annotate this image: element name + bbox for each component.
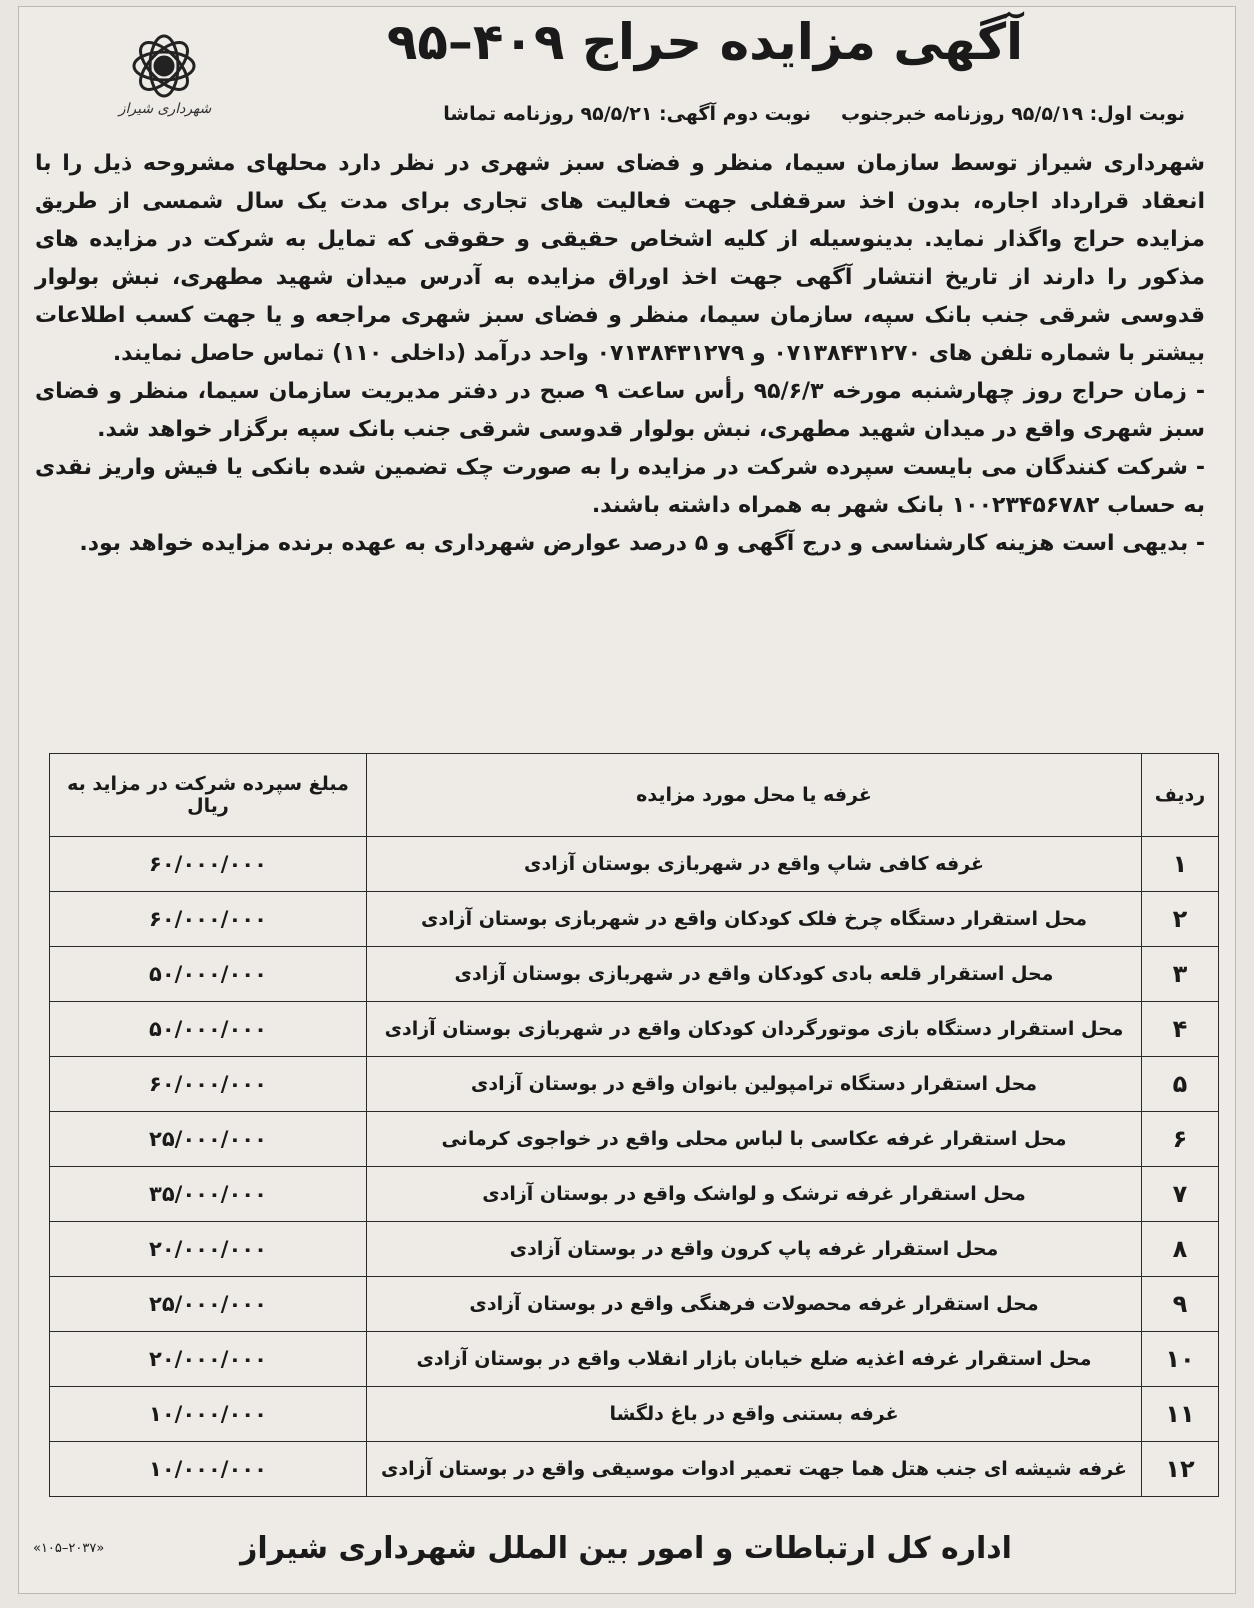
auction-time-paragraph: - زمان حراج روز چهارشنبه مورخه ۹۵/۶/۳ رأس ساعت ۹ صبح در دفتر مدیریت سازمان سیما، منظر و فضای سبز شهری واقع در میدان شهید مطهری، نبش بولوار قدوسی شرقی جنب بانک سپه برگزار خواهد شد. bbox=[35, 379, 1205, 442]
row-amount: ۲۵/۰۰۰/۰۰۰ bbox=[50, 1277, 367, 1332]
table-row bbox=[50, 1057, 1219, 1112]
header-row-number: ردیف bbox=[1142, 754, 1219, 837]
row-number: ۵ bbox=[1142, 1057, 1219, 1112]
row-place: محل استقرار غرفه عکاسی با لباس محلی واقع در خواجوی کرمانی bbox=[367, 1112, 1142, 1167]
row-place: محل استقرار غرفه پاپ کرون واقع در بوستان آزادی bbox=[367, 1222, 1142, 1277]
row-number: ۶ bbox=[1142, 1112, 1219, 1167]
row-place: محل استقرار غرفه اغذیه ضلع خیابان بازار انقلاب واقع در بوستان آزادی bbox=[367, 1332, 1142, 1387]
deposit-paragraph: - شرکت کنندگان می بایست سپرده شرکت در مزایده را به صورت چک تضمین شده بانکی یا فیش واریز نقدی به حساب ۱۰۰۲۳۴۵۶۷۸۲ بانک شهر به همراه داشته باشند. bbox=[35, 455, 1205, 518]
row-number: ۱۰ bbox=[1142, 1332, 1219, 1387]
row-place: محل استقرار دستگاه بازی موتورگردان کودکان واقع در شهربازی بوستان آزادی bbox=[367, 1002, 1142, 1057]
intro-paragraph: شهرداری شیراز توسط سازمان سیما، منظر و فضای سبز شهری در نظر دارد محلهای مشروحه ذیل را با انعقاد قرارداد اجاره، بدون اخذ سرقفلی جهت فعالیت های تجاری برای مدت یک سال شمسی از طریق مزایده حراج واگذار نماید. بدینوسیله از کلیه اشخاص حقیقی و حقوقی که تمایل به شرکت در مزایده های مذکور را دارند از تاریخ انتشار آگهی جهت اخذ اوراق مزایده به آدرس میدان شهید مطهری، نبش بولوار قدوسی شرقی جنب بانک سپه، سازمان سیما، منظر و فضای سبز شهری مراجعه و یا جهت کسب اطلاعات بیشتر با شماره تلفن های ۰۷۱۳۸۴۳۱۲۷۰ و ۰۷۱۳۸۴۳۱۲۷۹ واحد درآمد (داخلی ۱۱۰) تماس حاصل نمایند. bbox=[35, 151, 1205, 366]
auction-items-table bbox=[49, 753, 1219, 1497]
shiraz-municipality-logo bbox=[99, 21, 229, 139]
row-place: محل استقرار دستگاه چرخ فلک کودکان واقع در شهربازی بوستان آزادی bbox=[367, 892, 1142, 947]
notice-page bbox=[18, 6, 1236, 1594]
row-place: غرفه شیشه ای جنب هتل هما جهت تعمیر ادوات موسیقی واقع در بوستان آزادی bbox=[367, 1442, 1142, 1497]
flower-emblem-icon bbox=[99, 21, 229, 111]
notice-body bbox=[35, 145, 1205, 563]
row-place: غرفه کافی شاپ واقع در شهربازی بوستان آزادی bbox=[367, 837, 1142, 892]
table-row bbox=[50, 1442, 1219, 1497]
row-number: ۲ bbox=[1142, 892, 1219, 947]
notice-title: آگهی مزایده حراج ۴۰۹–۹۵ bbox=[386, 13, 1024, 71]
row-number: ۱ bbox=[1142, 837, 1219, 892]
row-amount: ۲۰/۰۰۰/۰۰۰ bbox=[50, 1332, 367, 1387]
row-amount: ۱۰/۰۰۰/۰۰۰ bbox=[50, 1442, 367, 1497]
row-amount: ۱۰/۰۰۰/۰۰۰ bbox=[50, 1387, 367, 1442]
table-row bbox=[50, 837, 1219, 892]
row-number: ۹ bbox=[1142, 1277, 1219, 1332]
table-row bbox=[50, 947, 1219, 1002]
header-amount: مبلغ سپرده شرکت در مزاید به ریال bbox=[50, 754, 367, 837]
row-amount: ۵۰/۰۰۰/۰۰۰ bbox=[50, 947, 367, 1002]
table-row bbox=[50, 1167, 1219, 1222]
first-edition: نوبت اول: ۹۵/۵/۱۹ روزنامه خبرجنوب bbox=[840, 103, 1185, 125]
logo-caption: شهرداری شیراز bbox=[118, 101, 212, 117]
table-row bbox=[50, 1222, 1219, 1277]
table-body bbox=[50, 837, 1219, 1497]
fees-paragraph: - بدیهی است هزینه کارشناسی و درج آگهی و ۵ درصد عوارض شهرداری به عهده برنده مزایده خواهد بود. bbox=[79, 531, 1205, 556]
row-amount: ۲۵/۰۰۰/۰۰۰ bbox=[50, 1112, 367, 1167]
table-row bbox=[50, 1002, 1219, 1057]
row-amount: ۳۵/۰۰۰/۰۰۰ bbox=[50, 1167, 367, 1222]
issuer-footer: اداره کل ارتباطات و امور بین الملل شهرداری شیراز bbox=[240, 1531, 1012, 1566]
row-number: ۳ bbox=[1142, 947, 1219, 1002]
row-place: غرفه بستنی واقع در باغ دلگشا bbox=[367, 1387, 1142, 1442]
table-row bbox=[50, 1277, 1219, 1332]
ad-code: «۱۰۵–۲۰۳۷» bbox=[33, 1541, 105, 1556]
row-number: ۱۱ bbox=[1142, 1387, 1219, 1442]
row-number: ۷ bbox=[1142, 1167, 1219, 1222]
table-row bbox=[50, 1332, 1219, 1387]
row-amount: ۲۰/۰۰۰/۰۰۰ bbox=[50, 1222, 367, 1277]
row-place: محل استقرار قلعه بادی کودکان واقع در شهربازی بوستان آزادی bbox=[367, 947, 1142, 1002]
second-edition: نوبت دوم آگهی: ۹۵/۵/۲۱ روزنامه تماشا bbox=[443, 103, 811, 125]
header-place: غرفه یا محل مورد مزایده bbox=[367, 754, 1142, 837]
row-place: محل استقرار غرفه ترشک و لواشک واقع در بوستان آزادی bbox=[367, 1167, 1142, 1222]
auction-items-table-wrap bbox=[49, 753, 1219, 1497]
row-place: محل استقرار دستگاه ترامپولین بانوان واقع در بوستان آزادی bbox=[367, 1057, 1142, 1112]
table-header-row bbox=[50, 754, 1219, 837]
row-amount: ۶۰/۰۰۰/۰۰۰ bbox=[50, 892, 367, 947]
row-number: ۱۲ bbox=[1142, 1442, 1219, 1497]
publication-dates bbox=[315, 103, 1185, 125]
row-amount: ۶۰/۰۰۰/۰۰۰ bbox=[50, 837, 367, 892]
row-number: ۸ bbox=[1142, 1222, 1219, 1277]
table-row bbox=[50, 1112, 1219, 1167]
row-place: محل استقرار غرفه محصولات فرهنگی واقع در بوستان آزادی bbox=[367, 1277, 1142, 1332]
row-amount: ۵۰/۰۰۰/۰۰۰ bbox=[50, 1002, 367, 1057]
row-amount: ۶۰/۰۰۰/۰۰۰ bbox=[50, 1057, 367, 1112]
table-row bbox=[50, 892, 1219, 947]
table-row bbox=[50, 1387, 1219, 1442]
row-number: ۴ bbox=[1142, 1002, 1219, 1057]
